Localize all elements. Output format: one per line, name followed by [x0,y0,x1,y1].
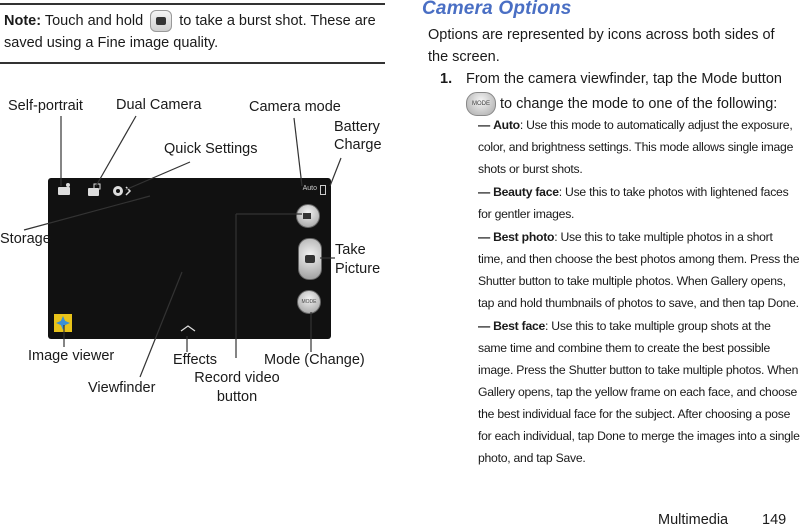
storage-label: Storage [0,231,51,247]
quick-settings-label: Quick Settings [164,141,258,157]
mode-item-desc: : Use this mode to automatically adjust the exposure, color, and brightness settings. This mode allows single image shots or burst shots. [478,118,794,176]
section-intro: Options are represented by icons across both sides of the screen. [428,27,775,65]
take-picture-label-2: Picture [335,261,381,277]
take-picture-label-1: Take [335,242,366,258]
step-line-2 [466,92,777,116]
mode-item-best-photo: — Best photo: Use this to take multiple photos in a short time, and then choose the best photos among them. Press the Shutter button to take multiple photos. When Gallery opens, tap and hold thumbnails of photos to save, and then tap Done. [478,230,800,310]
image-viewer-label: Image viewer [28,348,115,364]
mode-button-icon: MODE [466,92,496,116]
mode-item-desc: : Use this to take multiple photos in a short time, and then choose the best photos among them. Press the Shutter button to take multiple photos. When Gallery opens, tap and hold thumbnails of photos to save, and then tap Done. [478,230,800,310]
step-text-1: From the camera viewfinder, tap the Mode button [466,71,782,87]
mode-change-label: Mode (Change) [264,352,365,368]
mode-item-beauty-face: — Beauty face: Use this to take photos with lightened faces for gentler images. [478,185,789,221]
note-label: Note: [4,13,42,29]
step-number: 1. [440,71,453,87]
battery-label-1: Battery [334,119,380,135]
mode-item-auto: — Auto: Use this mode to automatically adjust the exposure, color, and brightness settings. This mode allows single image shots or burst shots. [478,118,794,176]
effects-label: Effects [173,352,218,368]
mode-item-best-face: — Best face: Use this to take multiple group shots at the same time and combine them to create the best possible image. Press the Shutter button to take multiple photos. When Gallery opens, tap the yellow frame on each face, and choose the best individual face for the subject. After choosing a pose for each individual, tap Done to merge the images into a single photo, and tap Save. [478,319,800,465]
record-video-label-2: button [216,389,258,405]
footer-section: Multimedia [658,512,729,528]
mode-list [478,114,800,469]
viewfinder-label: Viewfinder [88,380,156,396]
page-number: 149 [762,512,787,528]
self-portrait-label: Self-portrait [8,98,83,114]
section-title: Camera Options [422,0,572,19]
note-text-after: to take a burst shot. These are saved using a Fine image quality. [4,13,376,52]
mode-item-name: Beauty face [493,185,559,199]
mode-item-name: Best face [493,319,546,333]
battery-label-2: Charge [334,137,382,153]
step-text-2: to change the mode to one of the following: [500,95,778,112]
mode-item-desc: : Use this to take photos with lightened faces for gentler images. [478,185,789,221]
mode-button[interactable]: MODE [297,290,321,314]
record-video-label-1: Record video [194,370,280,386]
mode-item-desc: : Use this to take multiple group shots at the same time and combine them to create the best possible image. Press the Shutter button to take multiple photos. When Gallery opens, tap the yellow frame on each face, and choose the best individual face for the subject. After choosing a pose for each individual, tap Done to merge the images into a single photo, and tap Save. [478,319,800,465]
dual-camera-label: Dual Camera [116,97,202,113]
note-text-before: Touch and hold [44,13,144,29]
mode-item-name: Auto [493,118,520,132]
mode-item-name: Best photo [493,230,555,244]
camera-mode-label: Camera mode [249,99,341,115]
auto-mode-indicator: Auto [302,185,317,192]
